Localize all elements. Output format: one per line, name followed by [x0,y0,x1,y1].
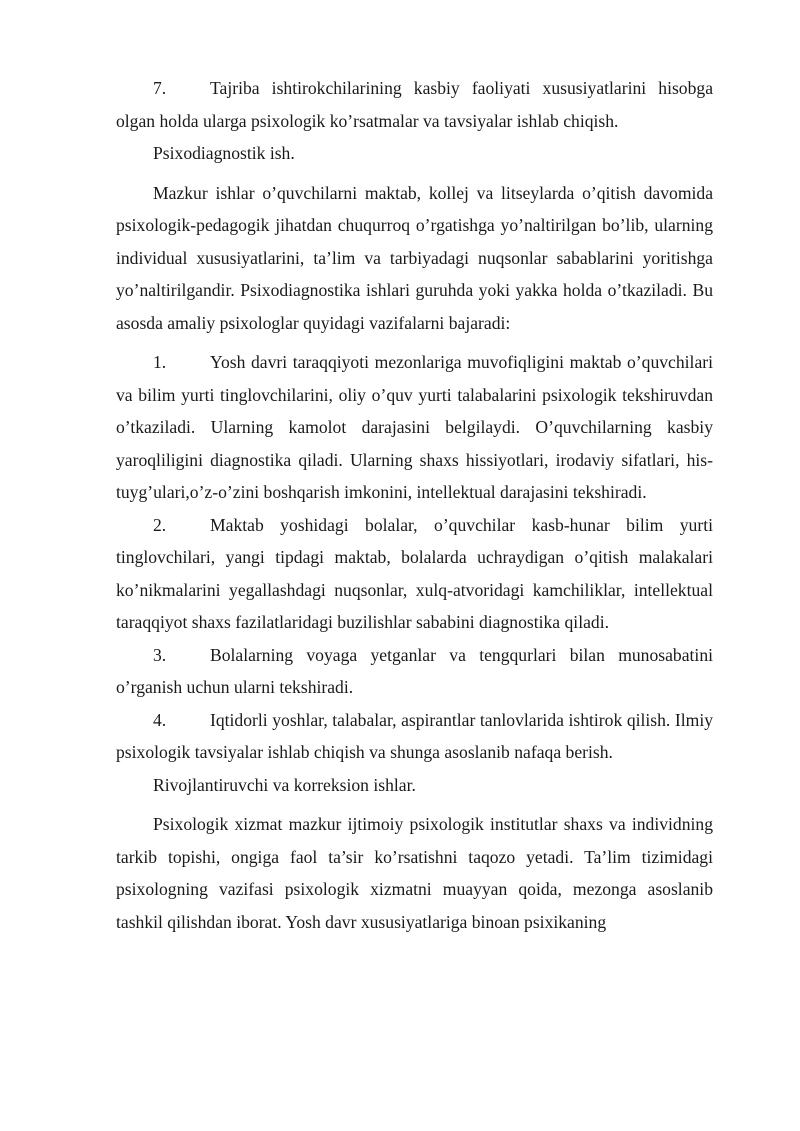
list-number: 2. [153,514,167,535]
paragraph-psixologik: Psixologik xizmat mazkur ijtimoiy psixologik institutlar shaxs va individning tarkib topishi, ongiga faol ta’sir ko’rsatishni taqozo yetadi. Ta’lim tizimidagi psixologning vazifasi psixologik xizmatni muayyan qoida, mezonga asoslanib tashkil qilishdan iborat. Yosh davr xususiyatlariga binoan psixikaning [116,814,713,932]
list-item-1 [116,346,713,509]
list-item-text: Tajriba ishtirokchilarining kasbiy faoliyati xususiyatlarini hisobga olgan holda ularga psixologik ko’rsatmalar va tavsiyalar ishlab chiqish. [116,78,713,131]
list-item-7 [116,72,713,137]
document-page [116,72,713,938]
list-item-3 [116,639,713,704]
section-heading-rivojlantiruvchi: Rivojlantiruvchi va korreksion ishlar. [153,774,416,795]
list-item-text: Maktab yoshidagi bolalar, o’quvchilar kasb-hunar bilim yurti tinglovchilari, yangi tipdagi maktab, bolalarda uchraydigan o’qitish malakalari ko’nikmalarini yegallashdagi nuqsonlar, xulq-atvoridagi kamchiliklar, intellektual taraqqiyot shaxs fazilatlaridagi buzilishlar sababini diagnostika qiladi. [116,514,713,632]
list-number: 1. [153,352,167,372]
list-number: 7. [153,78,167,98]
list-item-4 [116,704,713,769]
paragraph-mazkur: Mazkur ishlar o’quvchilarni maktab, kollej va litseylarda o’qitish davomida psixologik-pedagogik jihatdan chuqurroq o’rgatishga yo’naltirilgan bo’lib, ularning individual xususiyatlarini, ta’lim va tarbiyadagi nuqsonlar sabablarini yoritishga yo’naltirilgandir. Psixodiagnostika ishlari guruhda yoki yakka holda o’tkaziladi. Bu asosda amaliy psixologlar quyidagi vazifalarni bajaradi: [116,182,713,333]
list-item-2 [116,509,713,639]
list-number: 4. [153,709,167,730]
list-item-text: Bolalarning voyaga yetganlar va tengqurlari bilan munosabatini o’rganish uchun ularni tekshiradi. [116,644,713,697]
section-heading-psixodiagnostik: Psixodiagnostik ish. [153,143,295,163]
list-item-text: Iqtidorli yoshlar, talabalar, aspirantlar tanlovlarida ishtirok qilish. Ilmiy psixologik tavsiyalar ishlab chiqish va shunga asoslanib nafaqa berish. [116,709,713,762]
list-item-text: Yosh davri taraqqiyoti mezonlariga muvofiqligini maktab o’quvchilari va bilim yurti tinglovchilarini, oliy o’quv yurti talabalarini psixologik tekshiruvdan o’tkaziladi. Ularning kamolot darajasini belgilaydi. O’quvchilarning kasbiy yaroqliligini diagnostika qiladi. Ularning shaxs hissiyotlari, irodaviy sifatlari, his- tuyg’ulari,o’z-o’zini boshqarish imkonini, intellektual darajasini tekshiradi. [116,352,713,502]
list-number: 3. [153,644,167,665]
